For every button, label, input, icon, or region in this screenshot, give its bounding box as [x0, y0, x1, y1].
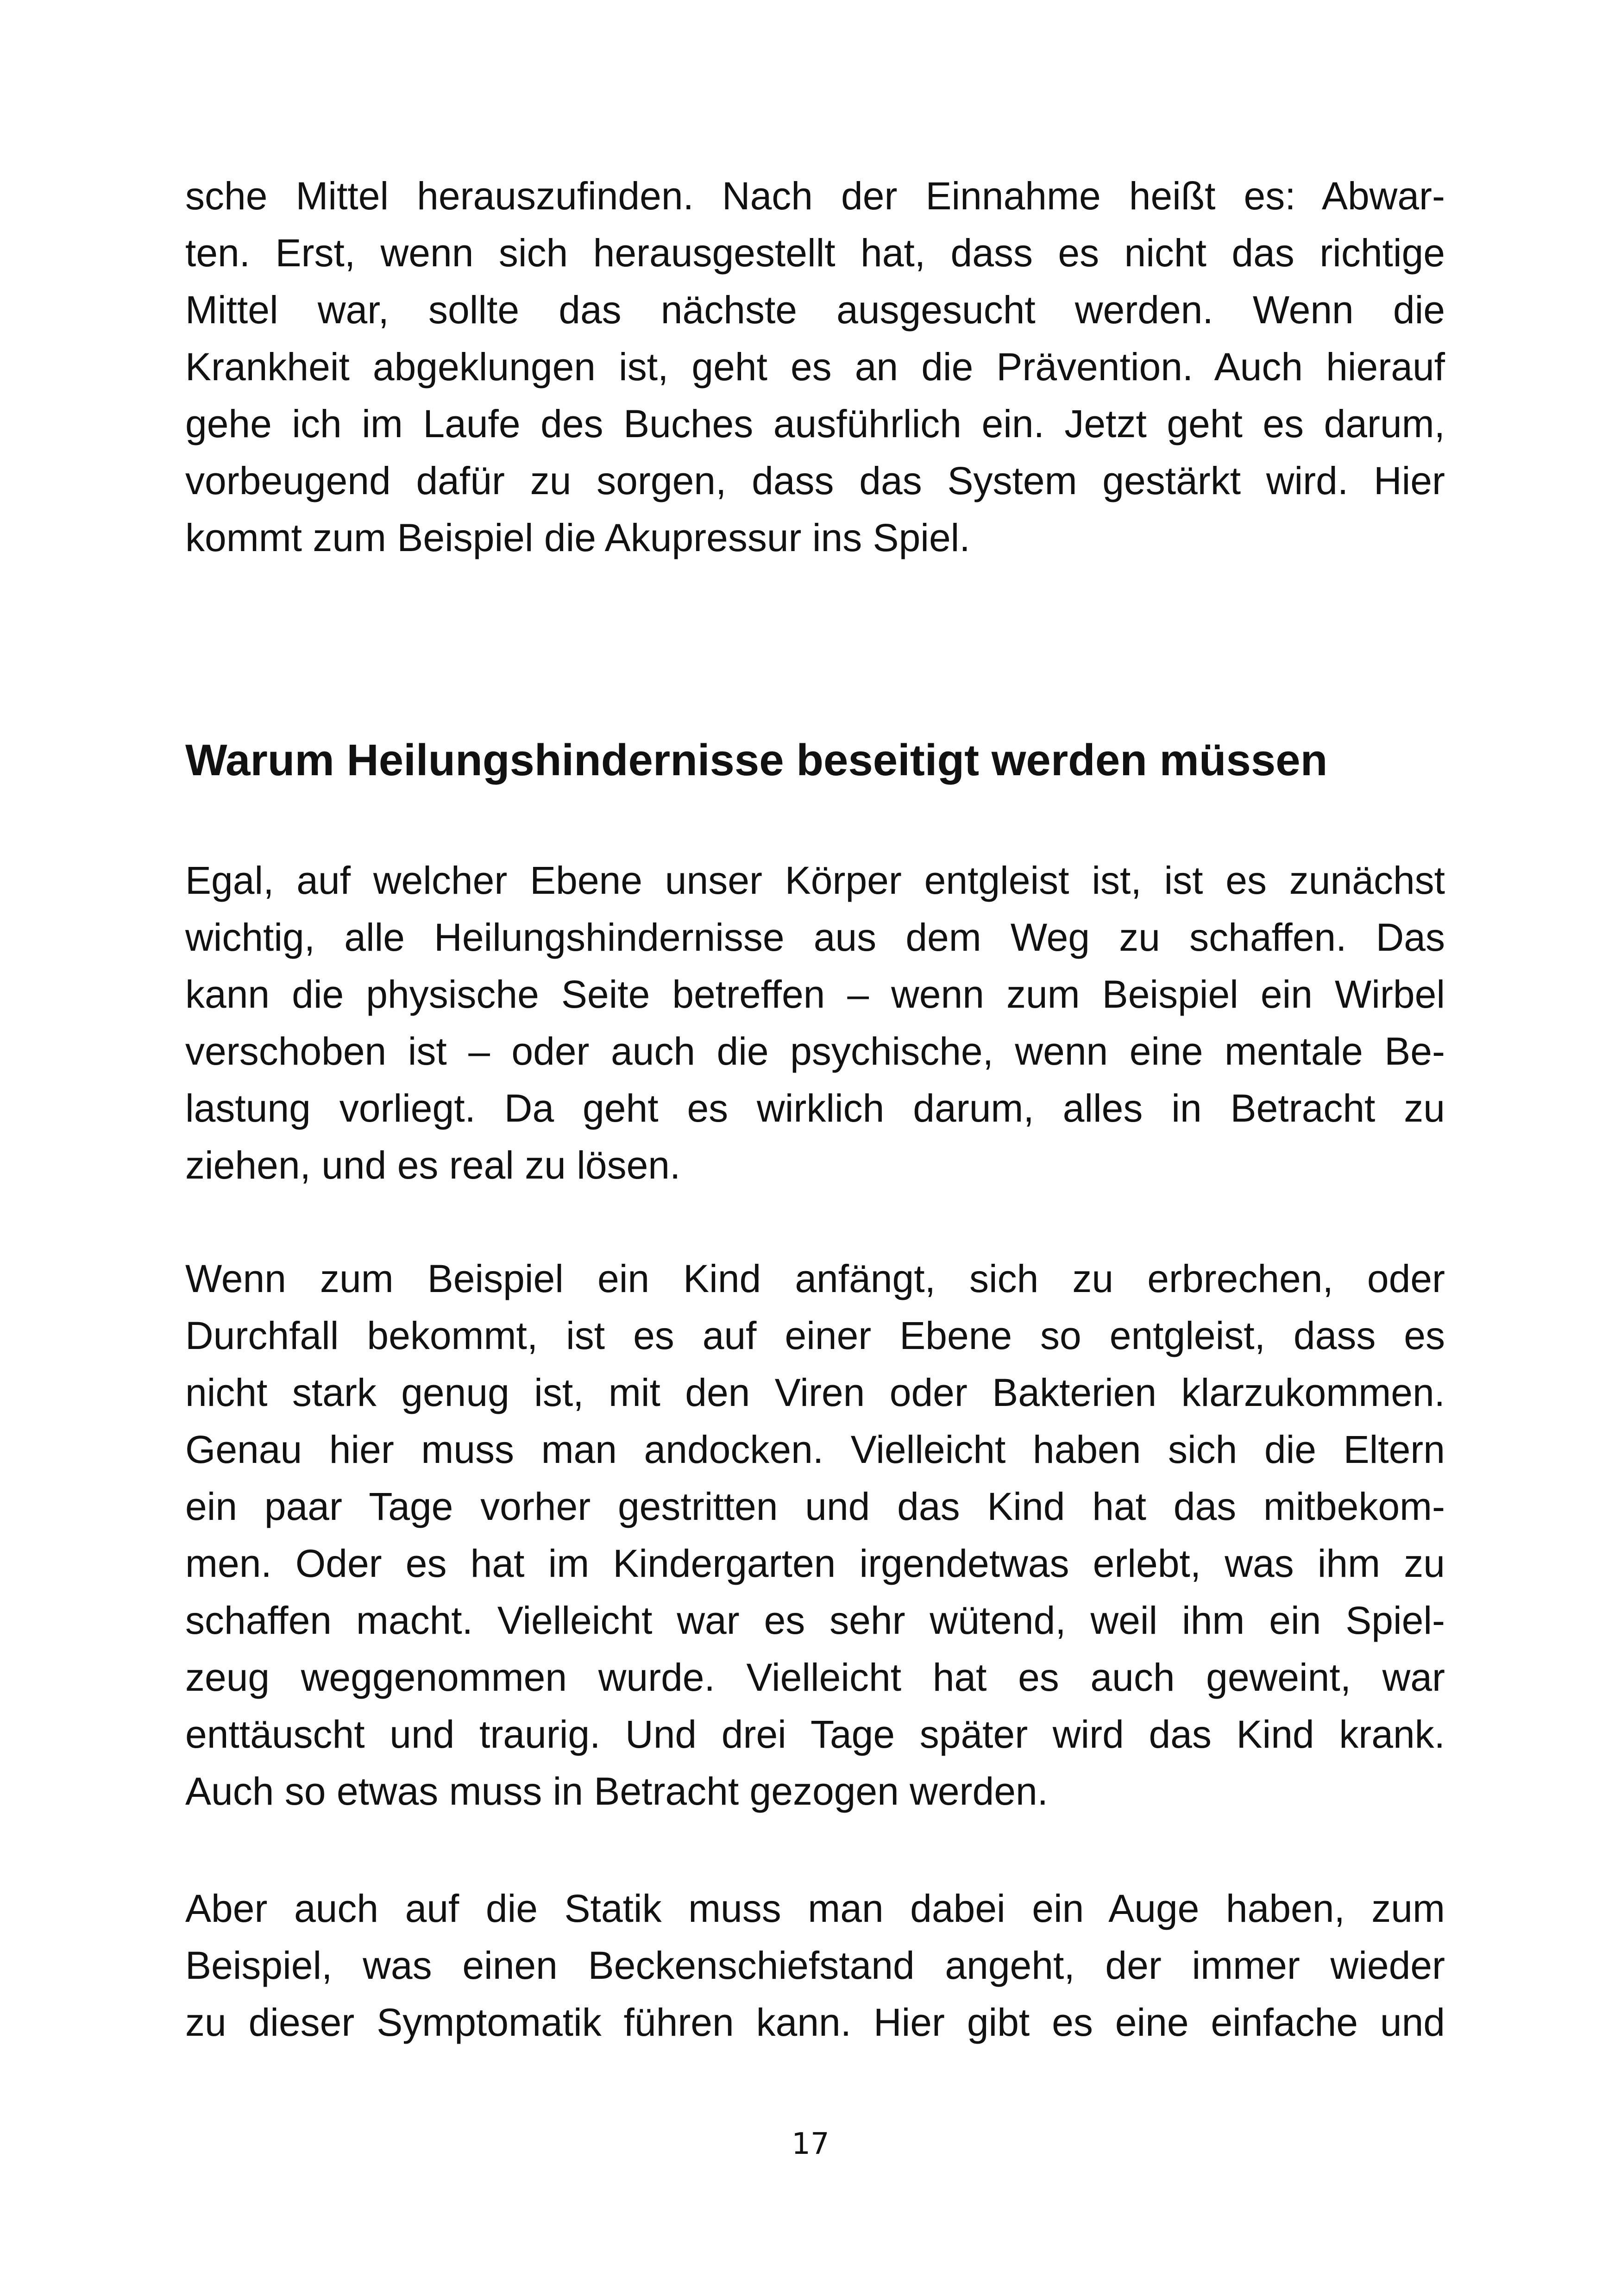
text-line: nicht stark genug ist, mit den Viren oder Bakterien klarzukommen. [185, 1371, 1445, 1414]
text-line: enttäuscht und traurig. Und drei Tage später wird das Kind krank. [185, 1713, 1445, 1756]
text-line: lastung vorliegt. Da geht es wirklich darum, alles in Betracht zu [185, 1086, 1445, 1130]
text-line: Wenn zum Beispiel ein Kind anfängt, sich zu erbrechen, oder [185, 1257, 1445, 1300]
text-line: sche Mittel herauszufinden. Nach der Einnahme heißt es: Abwar- [185, 174, 1445, 218]
text-line: Aber auch auf die Statik muss man dabei ein Auge haben, zum [185, 1887, 1445, 1930]
text-line: Egal, auf welcher Ebene unser Körper entgleist ist, ist es zunächst [185, 859, 1445, 902]
paragraph-1 [185, 168, 1445, 566]
text-line: Beispiel, was einen Beckenschiefstand angeht, der immer wieder [185, 1944, 1445, 1987]
text-line: schaffen macht. Vielleicht war es sehr wütend, weil ihm ein Spiel- [185, 1599, 1445, 1642]
text-line: wichtig, alle Heilungshindernisse aus dem Weg zu schaffen. Das [185, 916, 1445, 959]
page-number: 17 [792, 2127, 829, 2161]
text-line: ziehen, und es real zu lösen. [185, 1143, 681, 1187]
text-line: zu dieser Symptomatik führen kann. Hier gibt es eine einfache und [185, 2001, 1445, 2044]
text-line: ten. Erst, wenn sich herausgestellt hat, dass es nicht das richtige [185, 231, 1445, 275]
text-line: Krankheit abgeklungen ist, geht es an die Prävention. Auch hierauf [185, 345, 1445, 389]
text-line: vorbeugend dafür zu sorgen, dass das System gestärkt wird. Hier [185, 459, 1445, 502]
text-line: Genau hier muss man andocken. Vielleicht haben sich die Eltern [185, 1428, 1445, 1471]
section-heading: Warum Heilungshindernisse beseitigt werden müssen [185, 735, 1328, 785]
text-line: verschoben ist – oder auch die psychische, wenn eine mentale Be- [185, 1029, 1445, 1073]
text-line: kann die physische Seite betreffen – wenn zum Beispiel ein Wirbel [185, 972, 1445, 1016]
text-line: Auch so etwas muss in Betracht gezogen werden. [185, 1769, 1049, 1813]
text-line: Mittel war, sollte das nächste ausgesucht werden. Wenn die [185, 288, 1445, 332]
text-line: gehe ich im Laufe des Buches ausführlich ein. Jetzt geht es darum, [185, 402, 1445, 445]
text-line: men. Oder es hat im Kindergarten irgendetwas erlebt, was ihm zu [185, 1542, 1445, 1585]
text-line: ein paar Tage vorher gestritten und das Kind hat das mitbekom- [185, 1485, 1445, 1528]
text-line: zeug weggenommen wurde. Vielleicht hat es auch geweint, war [185, 1656, 1445, 1699]
paragraph-3 [185, 1250, 1445, 1820]
paragraph-4 [185, 1880, 1445, 2051]
text-line: Durchfall bekommt, ist es auf einer Ebene so entgleist, dass es [185, 1314, 1445, 1357]
text-line: kommt zum Beispiel die Akupressur ins Spiel. [185, 516, 970, 559]
paragraph-2 [185, 852, 1445, 1194]
